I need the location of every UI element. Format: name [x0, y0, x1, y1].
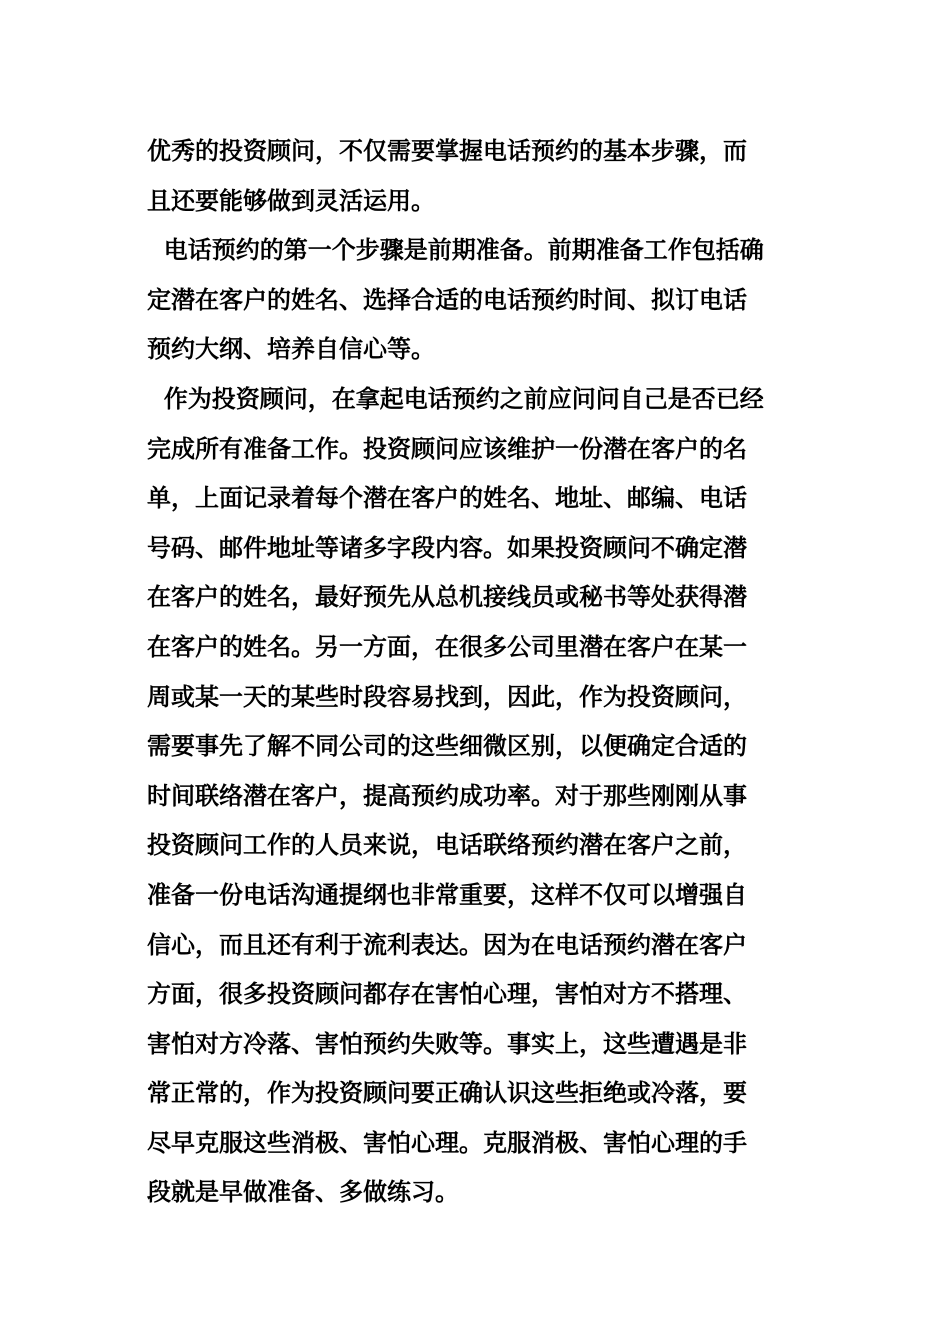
body-text	[147, 126, 807, 1217]
text-line: 在客户的姓名。另一方面，在很多公司里潜在客户在某一	[147, 631, 747, 661]
text-line: 电话预约的第一个步骤是前期准备。前期准备工作包括确	[147, 235, 764, 265]
text-line: 信心，而且还有利于流利表达。因为在电话预约潜在客户	[147, 929, 747, 959]
text-line: 单，上面记录着每个潜在客户的姓名、地址、邮编、电话	[147, 483, 747, 513]
text-line: 常正常的，作为投资顾问要正确认识这些拒绝或冷落，要	[147, 1078, 747, 1108]
text-line: 且还要能够做到灵活运用。	[147, 185, 435, 215]
text-line: 投资顾问工作的人员来说，电话联络预约潜在客户之前，	[147, 830, 747, 860]
text-line: 号码、邮件地址等诸多字段内容。如果投资顾问不确定潜	[147, 532, 747, 562]
text-line: 段就是早做准备、多做练习。	[147, 1177, 459, 1207]
text-line: 需要事先了解不同公司的这些细微区别，以便确定合适的	[147, 731, 747, 761]
text-line: 完成所有准备工作。投资顾问应该维护一份潜在客户的名	[147, 433, 747, 463]
text-line: 尽早克服这些消极、害怕心理。克服消极、害怕心理的手	[147, 1127, 747, 1157]
text-line: 时间联络潜在客户，提高预约成功率。对于那些刚刚从事	[147, 780, 747, 810]
text-line: 准备一份电话沟通提纲也非常重要，这样不仅可以增强自	[147, 879, 747, 909]
text-line: 害怕对方冷落、害怕预约失败等。事实上，这些遭遇是非	[147, 1028, 747, 1058]
text-line: 定潜在客户的姓名、选择合适的电话预约时间、拟订电话	[147, 284, 747, 314]
text-line: 预约大纲、培养自信心等。	[147, 334, 435, 364]
text-line: 优秀的投资顾问，不仅需要掌握电话预约的基本步骤，而	[147, 136, 747, 165]
text-line: 周或某一天的某些时段容易找到，因此，作为投资顾问，	[147, 681, 747, 711]
text-line: 作为投资顾问，在拿起电话预约之前应问问自己是否已经	[147, 383, 764, 413]
text-line: 在客户的姓名，最好预先从总机接线员或秘书等处获得潜	[147, 582, 747, 612]
text-line: 方面，很多投资顾问都存在害怕心理，害怕对方不搭理、	[147, 979, 747, 1009]
